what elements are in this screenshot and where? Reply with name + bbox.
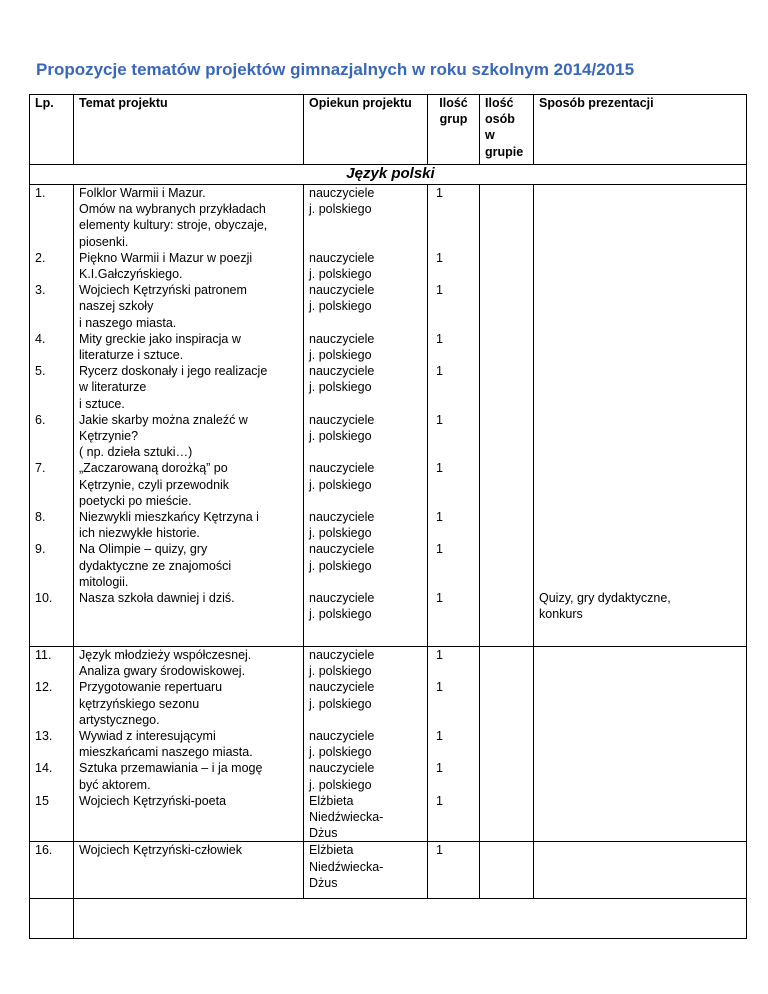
- header-presentation: Sposób prezentacji: [534, 95, 747, 165]
- projects-table: [29, 94, 747, 939]
- table-row: [30, 842, 747, 899]
- presentation-cell: Quizy, gry dydaktyczne, konkurs: [534, 185, 747, 647]
- lp-cell: 16.: [30, 842, 74, 899]
- presentation-cell: [534, 842, 747, 899]
- topic-cell: Folklor Warmii i Mazur. Omów na wybranych przykładach elementy kultury: stroje, obyczaje, piosenki. Piękno Warmii i Mazur w poezji K.I.Gałczyńskiego. Wojciech Kętrzyński patronem naszej szkoły i naszego miasta. Mity greckie jako inspiracja w literaturze i sztuce. Rycerz doskonały i jego realizacje w literaturze i sztuce. Jakie skarby można znaleźć w Kętrzynie? ( np. dzieła sztuki…) „Zaczarowaną dorożką” po Kętrzynie, czyli przewodnik poetycki po mieście. Niezwykli mieszkańcy Kętrzyna i ich niezwykłe historie. Na Olimpie – quizy, gry dydaktyczne ze znajomości mitologii. Nasza szkoła dawniej i dziś.: [74, 185, 304, 647]
- groups-cell: 1 1 1 1 1: [428, 647, 480, 842]
- topic-cell: Wojciech Kętrzyński-człowiek: [74, 842, 304, 899]
- groups-cell: 1: [428, 842, 480, 899]
- people-cell: [480, 647, 534, 842]
- groups-cell: 1 1 1 1 1 1 1 1 1 1: [428, 185, 480, 647]
- supervisor-cell: nauczyciele j. polskiego nauczyciele j. polskiego nauczyciele j. polskiego nauczyciele j. polskiego Elżbieta Niedźwiecka- Dżus: [304, 647, 428, 842]
- table-row: [30, 647, 747, 842]
- table-row: [30, 899, 747, 939]
- header-row: [30, 95, 747, 165]
- topic-cell: Język młodzieży współczesnej. Analiza gwary środowiskowej. Przygotowanie repertuaru kętrzyńskiego sezonu artystycznego. Wywiad z interesującymi mieszkańcami naszego miasta. Sztuka przemawiania – i ja mogę być aktorem. Wojciech Kętrzyński-poeta: [74, 647, 304, 842]
- header-lp: Lp.: [30, 95, 74, 165]
- header-groups: Ilość grup: [428, 95, 480, 165]
- people-cell: [480, 185, 534, 647]
- supervisor-cell: Elżbieta Niedźwiecka- Dżus: [304, 842, 428, 899]
- presentation-cell: [534, 647, 747, 842]
- header-topic: Temat projektu: [74, 95, 304, 165]
- header-people: Ilość osób w grupie: [480, 95, 534, 165]
- empty-cell: [74, 899, 747, 939]
- section-title: Język polski: [30, 165, 747, 185]
- section-row: [30, 165, 747, 185]
- lp-cell: 11. 12. 13. 14. 15: [30, 647, 74, 842]
- table-row: [30, 185, 747, 647]
- people-cell: [480, 842, 534, 899]
- header-supervisor: Opiekun projektu: [304, 95, 428, 165]
- supervisor-cell: nauczyciele j. polskiego nauczyciele j. polskiego nauczyciele j. polskiego nauczyciele j. polskiego nauczyciele j. polskiego nauczyciele j. polskiego nauczyciele j. polskiego nauczyciele j. polskiego nauczyciele j. polskiego nauczyciele j. polskiego: [304, 185, 428, 647]
- lp-cell: [30, 899, 74, 939]
- lp-cell: 1. 2. 3. 4. 5. 6. 7. 8. 9. 10.: [30, 185, 74, 647]
- page-title: Propozycje tematów projektów gimnazjalnych w roku szkolnym 2014/2015: [36, 60, 635, 79]
